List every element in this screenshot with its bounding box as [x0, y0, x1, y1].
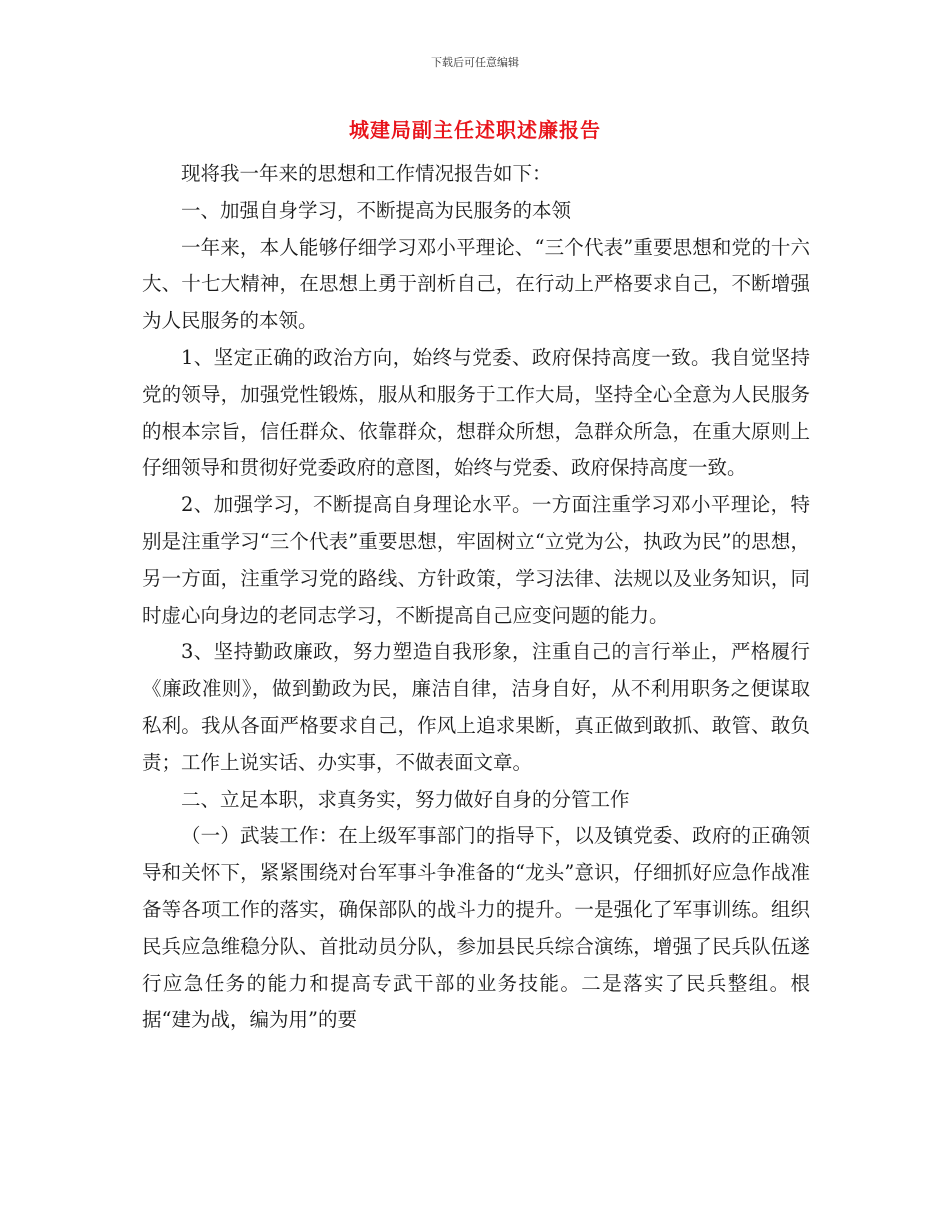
paragraph: 3、坚持勤政廉政，努力塑造自我形象，注重自己的言行举止，严格履行《廉政准则》，做到勤政为民，廉洁自律，洁身自好，从不利用职务之便谋取私利。我从各面严格要求自己，作风上追求果断，真正做到敢抓、敢管、敢负责；工作上说实话、办实事，不做表面文章。	[142, 640, 810, 774]
paragraph: 1、坚定正确的政治方向，始终与党委、政府保持高度一致。我自觉坚持党的领导，加强党性锻炼，服从和服务于工作大局，坚持全心全意为人民服务的根本宗旨，信任群众、依靠群众，想群众所想，急群众所急，在重大原则上仔细领导和贯彻好党委政府的意图，始终与党委、政府保持高度一致。	[142, 345, 810, 480]
section-heading-1: 一、加强自身学习，不断提高为民服务的本领	[181, 198, 572, 222]
document-title: 城建局副主任述职述廉报告	[349, 118, 601, 142]
paragraph-intro: 现将我一年来的思想和工作情况报告如下：	[181, 162, 552, 185]
paragraph: 2、加强学习，不断提高自身理论水平。一方面注重学习邓小平理论，特别是注重学习“三个代表”重要思想，牢固树立“立党为公，执政为民”的思想，另一方面，注重学习党的路线、方针政策，学习法律、法规以及业务知识，同时虚心向身边的老同志学习，不断提高自己应变问题的能力。	[142, 493, 810, 627]
paragraph: （一）武装工作：在上级军事部门的指导下，以及镇党委、政府的正确领导和关怀下，紧紧围绕对台军事斗争准备的“龙头”意识，仔细抓好应急作战准备等各项工作的落实，确保部队的战斗力的提升。一是强化了军事训练。组织民兵应急维稳分队、首批动员分队，参加县民兵综合演练，增强了民兵队伍遂行应急任务的能力和提高专武干部的业务技能。二是落实了民兵整组。根据“建为战，编为用”的要	[142, 824, 810, 1032]
paragraph: 一年来，本人能够仔细学习邓小平理论、“三个代表”重要思想和党的十六大、十七大精神，在思想上勇于剖析自己，在行动上严格要求自己，不断增强为人民服务的本领。	[142, 235, 810, 333]
document-body	[142, 156, 810, 1039]
header-note: 下载后可任意编辑	[431, 56, 519, 69]
section-heading-2: 二、立足本职，求真务实，努力做好自身的分管工作	[181, 787, 630, 811]
